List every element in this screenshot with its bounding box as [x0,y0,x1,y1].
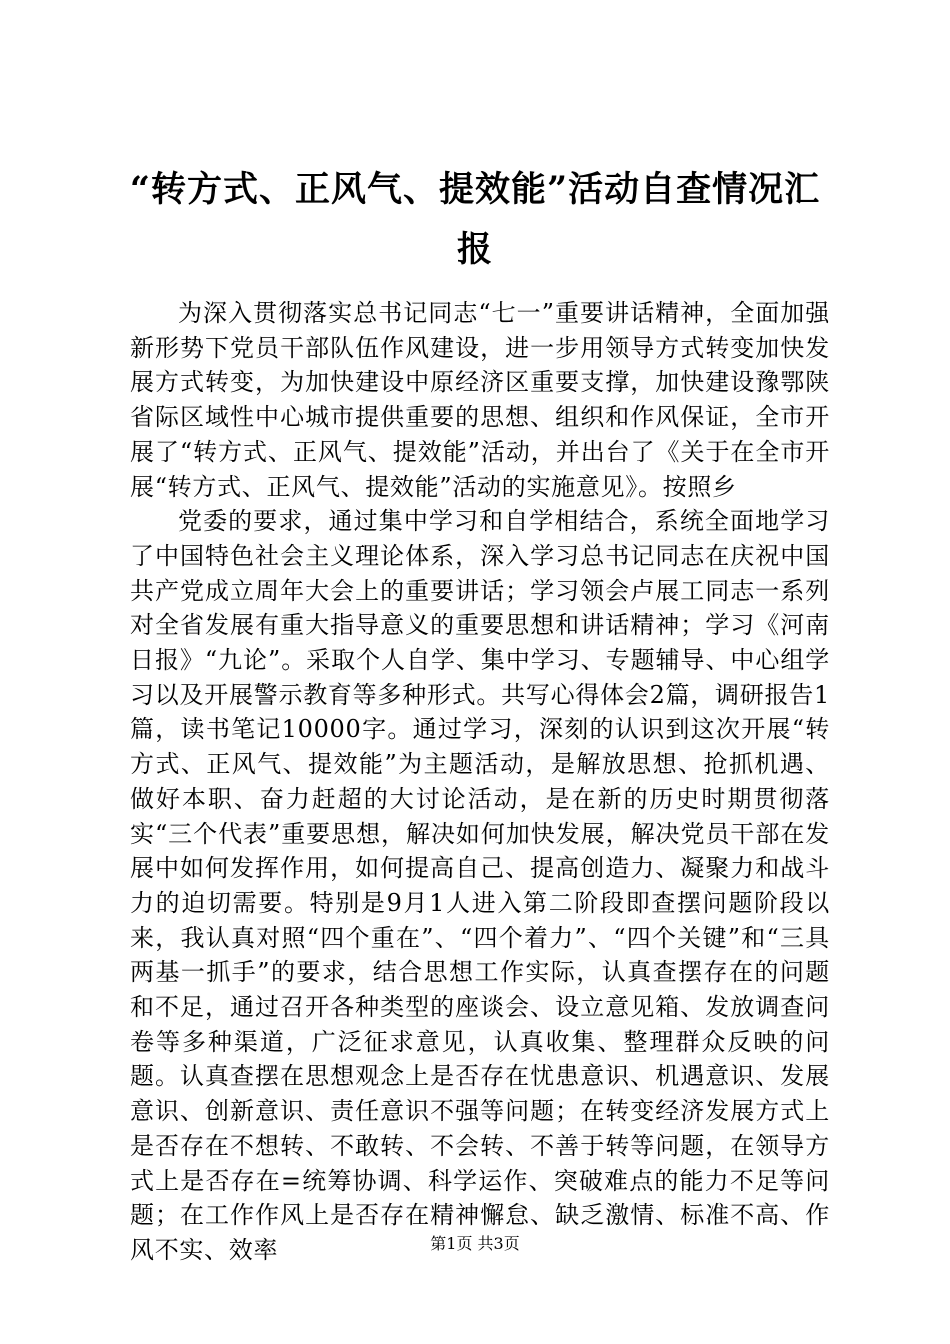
page-number-footer: 第1页 共3页 [430,1234,520,1253]
paragraph-2: 党委的要求，通过集中学习和自学相结合，系统全面地学习了中国特色社会主义理论体系，深入学习总书记同志在庆祝中国共产党成立周年大会上的重要讲话；学习领会卢展工同志一系列对全省发展有重大指导意义的重要思想和讲话精神；学习《河南日报》“九论”。采取个人自学、集中学习、专题辅导、中心组学习以及开展警示教育等多种形式。共写心得体会2篇，调研报告1篇，读书笔记10000字。通过学习，深刻的认识到这次开展“转方式、正风气、提效能”为主题活动，是解放思想、抢抓机遇、做好本职、奋力赶超的大讨论活动，是在新的历史时期贯彻落实“三个代表”重要思想，解决如何加快发展，解决党员干部在发展中如何发挥作用，如何提高自己、提高创造力、凝聚力和战斗力的迫切需要。特别是9月1人进入第二阶段即查摆问题阶段以来，我认真对照“四个重在”、“四个着力”、“四个关键”和“三具两基一抓手”的要求，结合思想工作实际，认真查摆存在的问题和不足，通过召开各种类型的座谈会、设立意见箱、发放调查问卷等多种渠道，广泛征求意见，认真收集、整理群众反映的问题。认真查摆在思想观念上是否存在忧患意识、机遇意识、发展意识、创新意识、责任意识不强等问题；在转变经济发展方式上是否存在不想转、不敢转、不会转、不善于转等问题，在领导方式上是否存在=统筹协调、科学运作、突破难点的能力不足等问题；在工作作风上是否存在精神懈怠、缺乏激情、标准不高、作风不实、效率 [130,507,830,1264]
document-title: “转方式、正风气、提效能”活动自查情况汇报 [129,169,821,270]
document-body [130,296,830,1268]
paragraph-1: 为深入贯彻落实总书记同志“七一”重要讲话精神，全面加强新形势下党员干部队伍作风建设，进一步用领导方式转变加快发展方式转变，为加快建设中原经济区重要支撑，加快建设豫鄂陕省际区域性中心城市提供重要的思想、组织和作风保证，全市开展了“转方式、正风气、提效能”活动，并出台了《关于在全市开展“转方式、正风气、提效能”活动的实施意见》。按照乡 [130,299,830,501]
